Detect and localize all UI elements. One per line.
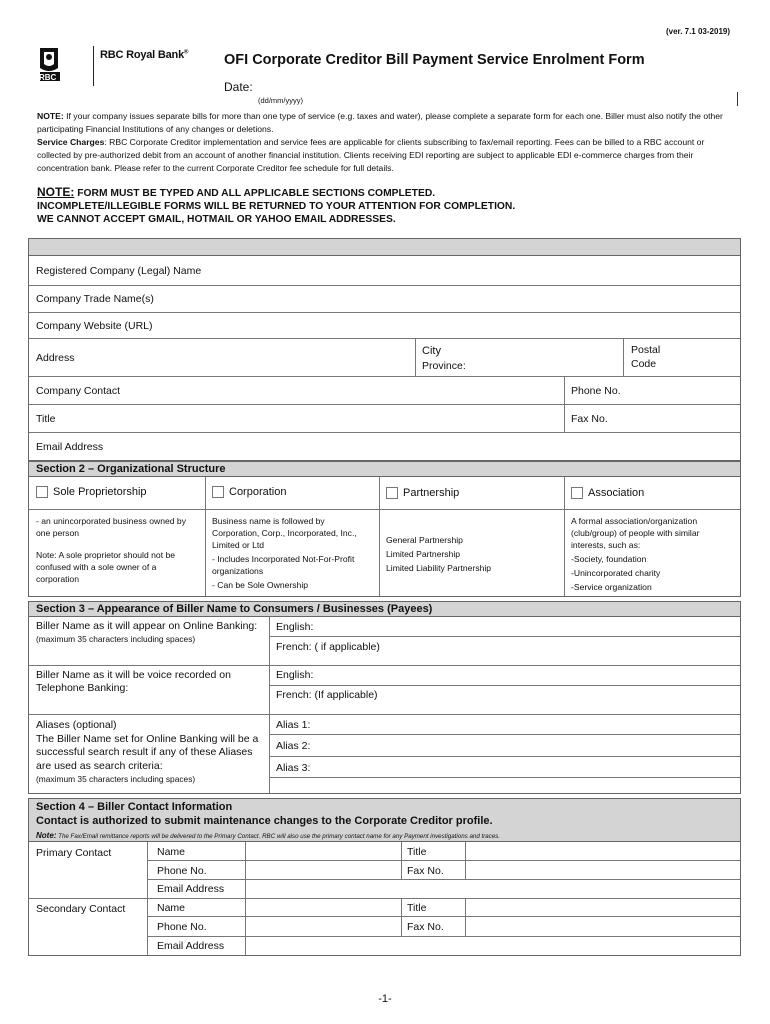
postal-label: Postal bbox=[631, 344, 661, 356]
city-label: City bbox=[422, 345, 441, 357]
option-sole-proprietorship[interactable]: Sole Proprietorship bbox=[36, 486, 147, 498]
alias2-field[interactable]: Alias 2: bbox=[269, 735, 740, 757]
registered-company-label: Registered Company (Legal) Name bbox=[36, 265, 202, 277]
checkbox-icon[interactable] bbox=[571, 487, 583, 499]
primary-name-row[interactable]: Name Title bbox=[147, 842, 740, 861]
section4-subtitle: Contact is authorized to submit maintenance changes to the Corporate Creditor profile. bbox=[36, 815, 493, 827]
divider bbox=[205, 510, 206, 596]
primary-contact-label: Primary Contact bbox=[36, 847, 112, 859]
divider bbox=[564, 405, 565, 432]
divider bbox=[379, 510, 380, 596]
primary-email-row[interactable]: Email Address bbox=[157, 883, 225, 895]
section3-title: Section 3 – Appearance of Biller Name to Consumers / Businesses (Payees) bbox=[36, 603, 433, 615]
association-description: A formal association/organization (club/group) of people with similar interests, such as: -Society, foundation -Unincorporated charity -Service organization bbox=[571, 516, 700, 592]
website-label: Company Website (URL) bbox=[36, 320, 153, 332]
section3-body bbox=[28, 617, 741, 794]
divider bbox=[205, 477, 206, 510]
section4-note: Note: The Fax/Email remittance reports will be delivered to the Primary Contact. RBC will also use the primary contact name for any Payment investigations and traces. bbox=[36, 831, 501, 840]
section3-header bbox=[28, 601, 741, 617]
trade-name-label: Company Trade Name(s) bbox=[36, 293, 154, 305]
logo-text: RBC bbox=[39, 73, 57, 82]
bank-name: RBC Royal Bank® bbox=[100, 49, 189, 61]
trade-name-row[interactable] bbox=[29, 286, 740, 313]
page-number: -1- bbox=[378, 993, 392, 1005]
option-association[interactable]: Association bbox=[571, 487, 644, 499]
website-row[interactable] bbox=[29, 313, 740, 339]
email-row[interactable] bbox=[29, 433, 740, 460]
checkbox-icon[interactable] bbox=[36, 486, 48, 498]
divider bbox=[564, 477, 565, 510]
sole-description: - an unincorporated business owned by one person Note: A sole proprietor should not be confused with a sole owner of a corporation bbox=[36, 516, 187, 584]
date-label: Date: bbox=[224, 80, 253, 94]
primary-phone-row[interactable]: Phone No. Fax No. bbox=[147, 861, 740, 880]
section1-header-bar bbox=[28, 238, 741, 256]
org-type-options bbox=[29, 477, 740, 510]
email-label: Email Address bbox=[36, 441, 104, 453]
aliases-label: Aliases (optional) The Biller Name set for Online Banking will be a successful search result if any of these Aliases are used as search criteria: (maximum 35 characters including spaces) bbox=[36, 719, 259, 784]
section2-header bbox=[28, 461, 741, 477]
form-version: (ver. 7.1 03-2019) bbox=[665, 27, 730, 36]
online-banking-label: Biller Name as it will appear on Online Banking: (maximum 35 characters including spaces) bbox=[36, 620, 258, 644]
online-english-field[interactable]: English: bbox=[269, 617, 740, 637]
divider bbox=[564, 510, 565, 596]
company-contact-label: Company Contact bbox=[36, 385, 121, 397]
section1-company-info bbox=[28, 256, 741, 461]
option-partnership[interactable]: Partnership bbox=[386, 487, 459, 499]
online-french-field[interactable]: French: ( if applicable) bbox=[276, 641, 380, 653]
note-block: NOTE: If your company issues separate bills for more than one type of service (e.g. taxes and water), please complete a separate form for each one. Biller must also notify the other participating Financial Institutions of any changes or deletions. Service Charges: RBC Corporate Creditor implementation and service fees are applicable for clients subscribing to fax/email reporting. Fees can be billed to a RBC account or collected by pre-authorized debit from an account of another financial institution. Clients receiving EDI reporting are subject to applicable EDI e-commerce charges from their concentration bank. Please refer to the current Corporate Creditor fee schedule for full details. bbox=[37, 111, 723, 173]
telephone-banking-label: Biller Name as it will be voice recorded on Telephone Banking: bbox=[36, 669, 231, 694]
corporation-description: Business name is followed by Corporation, Corp., Incorporated, Inc., Limited or Ltd - Includes Incorporated Not-For-Profit organizations - Can be Sole Ownership bbox=[212, 516, 357, 590]
secondary-name-row[interactable]: Name Title bbox=[147, 898, 740, 917]
date-format-hint: (dd/mm/yyyy) bbox=[258, 96, 303, 105]
section4-header bbox=[28, 798, 741, 842]
alias1-field[interactable]: Alias 1: bbox=[269, 714, 740, 735]
divider bbox=[564, 377, 565, 404]
address-row[interactable] bbox=[29, 339, 740, 377]
date-field-cursor[interactable] bbox=[737, 92, 738, 106]
partnership-types: General Partnership Limited Partnership Limited Liability Partnership bbox=[386, 535, 492, 573]
checkbox-icon[interactable] bbox=[212, 486, 224, 498]
phone-french-field[interactable]: French: (If applicable) bbox=[276, 689, 378, 701]
secondary-phone-row[interactable]: Phone No. Fax No. bbox=[147, 917, 740, 937]
section4-body bbox=[28, 842, 741, 956]
section2-body bbox=[28, 477, 741, 597]
title-label: Title bbox=[36, 413, 56, 425]
phone-label: Phone No. bbox=[571, 385, 621, 397]
divider bbox=[379, 477, 380, 510]
province-label: Province: bbox=[422, 360, 466, 372]
form-title: OFI Corporate Creditor Bill Payment Service Enrolment Form bbox=[224, 52, 645, 68]
fax-label: Fax No. bbox=[571, 413, 608, 425]
mandatory-notice: NOTE: FORM MUST BE TYPED AND ALL APPLICABLE SECTIONS COMPLETED. INCOMPLETE/ILLEGIBLE FORMS WILL BE RETURNED TO YOUR ATTENTION FOR COMPLETION. WE CANNOT ACCEPT GMAIL, HOTMAIL OR YAHOO EMAIL ADDRESSES. bbox=[37, 185, 516, 225]
postal-code-label: Code bbox=[631, 358, 657, 370]
secondary-contact-label: Secondary Contact bbox=[36, 903, 126, 915]
address-label: Address bbox=[36, 352, 75, 364]
alias3-field[interactable]: Alias 3: bbox=[269, 757, 740, 778]
option-corporation[interactable]: Corporation bbox=[212, 486, 286, 498]
registered-company-row[interactable] bbox=[29, 256, 740, 286]
title-row[interactable] bbox=[29, 405, 740, 433]
secondary-email-row[interactable]: Email Address bbox=[157, 940, 225, 952]
company-contact-row[interactable] bbox=[29, 377, 740, 405]
phone-english-field[interactable]: English: bbox=[269, 665, 740, 686]
logo-divider bbox=[93, 46, 94, 86]
checkbox-icon[interactable] bbox=[386, 487, 398, 499]
divider bbox=[623, 339, 624, 376]
divider bbox=[415, 339, 416, 376]
section4-title: Section 4 – Biller Contact Information bbox=[36, 801, 233, 813]
section2-title: Section 2 – Organizational Structure bbox=[36, 463, 226, 475]
